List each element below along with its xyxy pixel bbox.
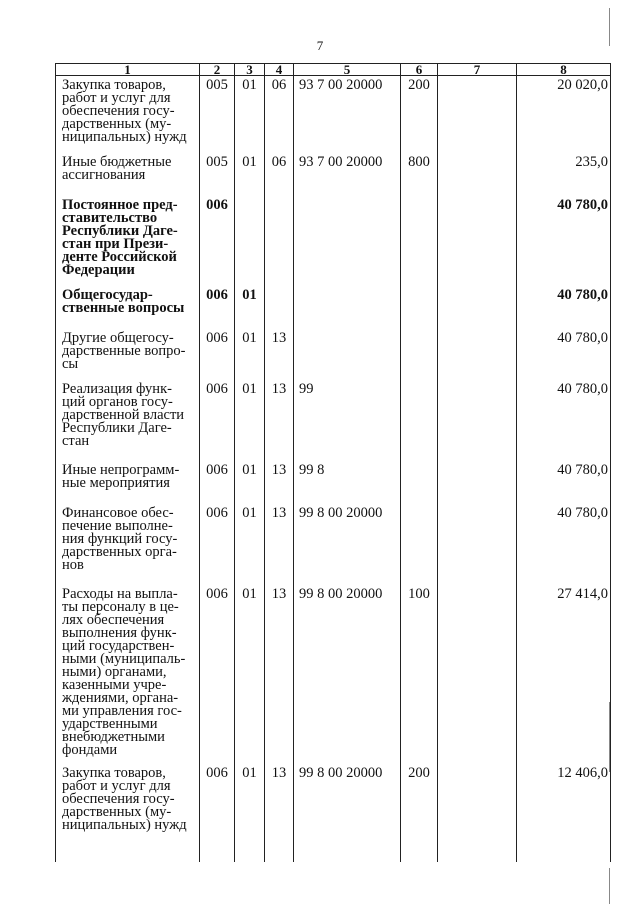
table-row xyxy=(56,196,611,286)
column-header: 7 xyxy=(438,64,517,76)
scan-edge-mark xyxy=(609,8,610,46)
code-cell-4: 13 xyxy=(265,380,294,461)
code-cell-2: 006 xyxy=(200,585,235,764)
code-cell-2: 006 xyxy=(200,380,235,461)
code-cell-3: 01 xyxy=(235,764,265,862)
item-name-cell: Закупка товаров, работ и услуг для обеспечения госу- дарственных (му- ниципальных) нужд xyxy=(56,76,200,154)
amount-cell: 40 780,0 xyxy=(517,329,611,380)
code-cell-2: 006 xyxy=(200,461,235,504)
code-cell-7 xyxy=(438,461,517,504)
code-cell-5 xyxy=(294,286,401,329)
column-header: 8 xyxy=(517,64,611,76)
code-cell-5 xyxy=(294,329,401,380)
code-cell-4: 13 xyxy=(265,585,294,764)
code-cell-7 xyxy=(438,76,517,154)
code-cell-6 xyxy=(401,286,438,329)
item-name-cell: Другие общегосу- дарственные вопро- сы xyxy=(56,329,200,380)
code-cell-3 xyxy=(235,196,265,286)
code-cell-6: 200 xyxy=(401,76,438,154)
item-name-cell: Постоянное пред- ставительство Республики Даге- стан при Прези- денте Российской Федерации xyxy=(56,196,200,286)
table-row xyxy=(56,329,611,380)
table-body xyxy=(56,76,611,863)
code-cell-5: 93 7 00 20000 xyxy=(294,76,401,154)
code-cell-3: 01 xyxy=(235,76,265,154)
amount-cell: 27 414,0 xyxy=(517,585,611,764)
scan-edge-mark xyxy=(609,702,610,772)
code-cell-3: 01 xyxy=(235,461,265,504)
table-header-row xyxy=(56,64,611,76)
column-header: 1 xyxy=(56,64,200,76)
code-cell-7 xyxy=(438,504,517,585)
column-header: 6 xyxy=(401,64,438,76)
code-cell-2: 006 xyxy=(200,196,235,286)
code-cell-4: 06 xyxy=(265,153,294,196)
code-cell-6 xyxy=(401,504,438,585)
code-cell-3: 01 xyxy=(235,286,265,329)
table-row xyxy=(56,76,611,154)
code-cell-6: 200 xyxy=(401,764,438,862)
table-row xyxy=(56,461,611,504)
code-cell-7 xyxy=(438,380,517,461)
code-cell-2: 005 xyxy=(200,76,235,154)
code-cell-3: 01 xyxy=(235,585,265,764)
code-cell-6 xyxy=(401,380,438,461)
code-cell-5: 99 8 00 20000 xyxy=(294,585,401,764)
amount-cell: 235,0 xyxy=(517,153,611,196)
amount-cell: 12 406,0 xyxy=(517,764,611,862)
code-cell-2: 005 xyxy=(200,153,235,196)
column-header: 5 xyxy=(294,64,401,76)
code-cell-7 xyxy=(438,329,517,380)
code-cell-3: 01 xyxy=(235,504,265,585)
code-cell-2: 006 xyxy=(200,286,235,329)
item-name-cell: Иные бюджетные ассигнования xyxy=(56,153,200,196)
table-row xyxy=(56,585,611,764)
code-cell-5: 93 7 00 20000 xyxy=(294,153,401,196)
code-cell-5: 99 8 00 20000 xyxy=(294,504,401,585)
code-cell-6: 100 xyxy=(401,585,438,764)
code-cell-7 xyxy=(438,286,517,329)
amount-cell: 40 780,0 xyxy=(517,461,611,504)
item-name-cell: Расходы на выпла- ты персоналу в це- лях обеспечения выполнения функ- ций государствен- ными (муниципаль- ными) органами, казенными учре- ждениями, органа- ми управления гос- ударственными внебюджетными фондами xyxy=(56,585,200,764)
item-name-cell: Реализация функ- ций органов госу- дарственной власти Республики Даге- стан xyxy=(56,380,200,461)
table-row xyxy=(56,380,611,461)
amount-cell: 40 780,0 xyxy=(517,380,611,461)
code-cell-6 xyxy=(401,329,438,380)
code-cell-2: 006 xyxy=(200,504,235,585)
table-row xyxy=(56,153,611,196)
code-cell-4: 06 xyxy=(265,76,294,154)
code-cell-7 xyxy=(438,196,517,286)
item-name-cell: Финансовое обес- печение выполне- ния функций госу- дарственных орга- нов xyxy=(56,504,200,585)
amount-cell: 40 780,0 xyxy=(517,286,611,329)
code-cell-2: 006 xyxy=(200,329,235,380)
code-cell-5: 99 8 00 20000 xyxy=(294,764,401,862)
item-name-cell: Иные непрограмм- ные мероприятия xyxy=(56,461,200,504)
code-cell-5: 99 8 xyxy=(294,461,401,504)
code-cell-3: 01 xyxy=(235,329,265,380)
table-row xyxy=(56,764,611,862)
code-cell-4 xyxy=(265,286,294,329)
code-cell-4 xyxy=(265,196,294,286)
item-name-cell: Закупка товаров, работ и услуг для обеспечения госу- дарственных (му- ниципальных) нужд xyxy=(56,764,200,862)
table-row xyxy=(56,504,611,585)
item-name-cell: Общегосудар- ственные вопросы xyxy=(56,286,200,329)
budget-table xyxy=(55,63,611,862)
table-row xyxy=(56,286,611,329)
code-cell-2: 006 xyxy=(200,764,235,862)
code-cell-6 xyxy=(401,461,438,504)
code-cell-6 xyxy=(401,196,438,286)
amount-cell: 40 780,0 xyxy=(517,504,611,585)
code-cell-3: 01 xyxy=(235,153,265,196)
code-cell-5: 99 xyxy=(294,380,401,461)
amount-cell: 20 020,0 xyxy=(517,76,611,154)
code-cell-4: 13 xyxy=(265,329,294,380)
code-cell-3: 01 xyxy=(235,380,265,461)
column-header: 3 xyxy=(235,64,265,76)
code-cell-7 xyxy=(438,585,517,764)
code-cell-4: 13 xyxy=(265,461,294,504)
code-cell-5 xyxy=(294,196,401,286)
code-cell-4: 13 xyxy=(265,764,294,862)
column-header: 2 xyxy=(200,64,235,76)
code-cell-4: 13 xyxy=(265,504,294,585)
amount-cell: 40 780,0 xyxy=(517,196,611,286)
page-number: 7 xyxy=(316,38,324,53)
code-cell-7 xyxy=(438,153,517,196)
column-header: 4 xyxy=(265,64,294,76)
code-cell-6: 800 xyxy=(401,153,438,196)
code-cell-7 xyxy=(438,764,517,862)
scan-edge-mark xyxy=(609,868,610,904)
